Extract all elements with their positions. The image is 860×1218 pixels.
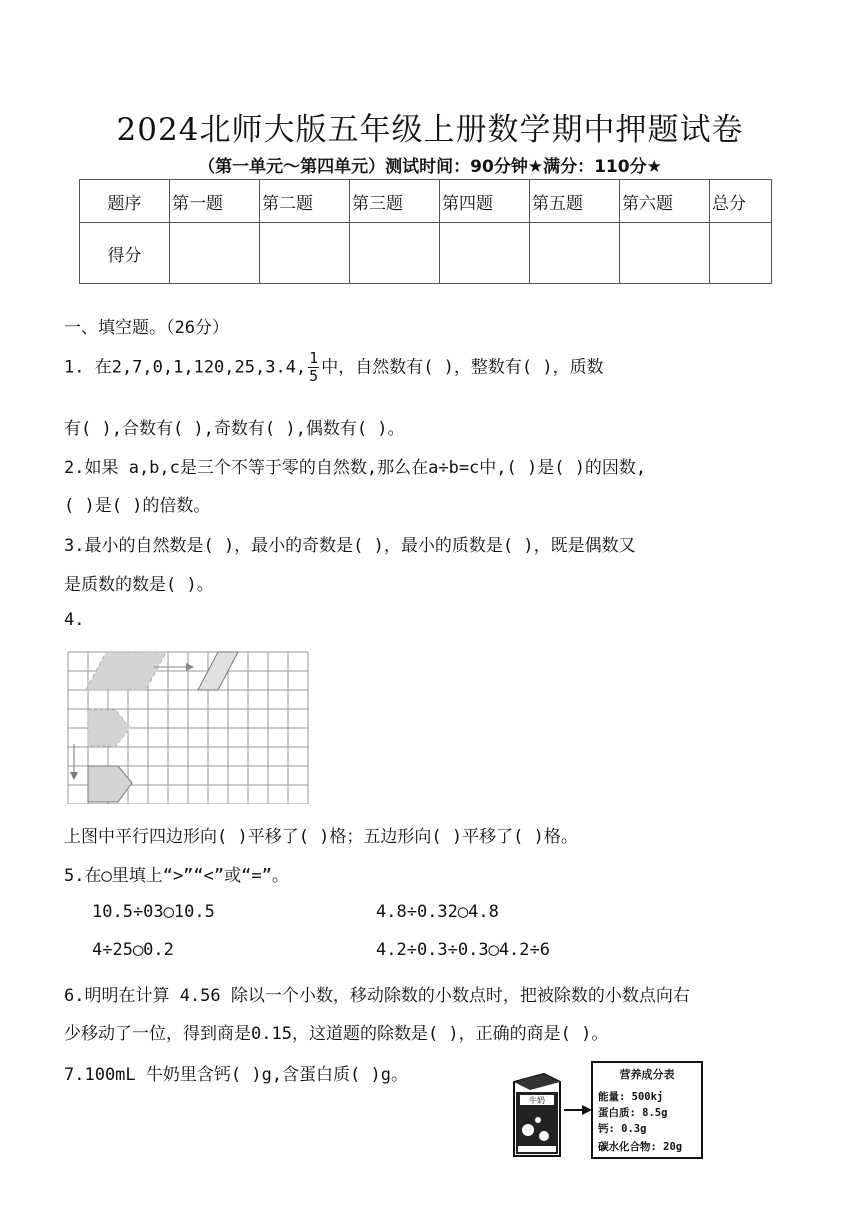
nutrition-title: 营养成分表 [619, 1068, 675, 1081]
question-1-prefix: 1. 在2,7,0,1,120,25,3.4, [64, 357, 307, 378]
milk-nutrition-illustration [508, 1060, 708, 1164]
compare-item: 4.8÷0.32◯4.8 [376, 902, 499, 922]
arrow-head [582, 1105, 592, 1115]
question-2-line-1: 2.如果 a,b,c是三个不等于零的自然数,那么在a÷b=c中,( )是( )的因数, [64, 458, 647, 478]
score-header-cell: 总分 [710, 180, 772, 223]
milk-carton-icon [514, 1074, 560, 1156]
moved-pentagon [88, 766, 132, 802]
original-pentagon [88, 710, 130, 746]
question-1-suffix: 中，自然数有( )，整数有( )，质数 [321, 357, 604, 378]
question-5-text: 5.在◯里填上“>”“<”或“=”。 [64, 866, 289, 886]
score-input-cell[interactable] [350, 223, 440, 284]
score-input-cell[interactable] [260, 223, 350, 284]
question-1-line-2: 有( ),合数有( ),奇数有( ),偶数有( )。 [64, 419, 405, 439]
question-3-line-2: 是质数的数是( )。 [64, 575, 214, 595]
compare-item: 4÷25◯0.2 [92, 940, 174, 960]
nutrition-row: 碳水化合物: 20g [598, 1141, 683, 1153]
score-header-cell: 第二题 [260, 180, 350, 223]
question-4-label: 4. [64, 610, 85, 630]
carton-label: 牛奶 [529, 1096, 545, 1105]
nutrition-row: 能量: 500kj [598, 1091, 664, 1103]
score-row-label: 得分 [80, 223, 170, 284]
score-table [79, 179, 772, 284]
question-6-line-1: 6.明明在计算 4.56 除以一个小数，移动除数的小数点时，把被除数的小数点向右 [64, 986, 690, 1006]
question-3-line-1: 3.最小的自然数是( )，最小的奇数是( )，最小的质数是( )，既是偶数又 [64, 536, 636, 556]
score-header-cell: 第六题 [620, 180, 710, 223]
score-header-cell: 第五题 [530, 180, 620, 223]
arrow-down-head [70, 772, 78, 780]
exam-subtitle: （第一单元～第四单元）测试时间：90分钟★满分：110分★ [198, 157, 662, 177]
question-6-line-2: 少移动了一位，得到商是0.15，这道题的除数是( )，正确的商是( )。 [64, 1024, 609, 1044]
fraction-numerator: 1 [309, 349, 319, 367]
score-input-cell[interactable] [170, 223, 260, 284]
question-1 [64, 350, 604, 385]
score-header-cell: 第四题 [440, 180, 530, 223]
compare-item: 10.5÷03◯10.5 [92, 902, 215, 922]
fraction-one-fifth [308, 350, 319, 385]
score-table-header-row [80, 180, 772, 223]
question-4-text: 上图中平行四边形向( )平移了( )格；五边形向( )平移了( )格。 [64, 827, 578, 847]
nutrition-row: 蛋白质: 8.5g [598, 1107, 668, 1119]
score-input-cell[interactable] [620, 223, 710, 284]
original-parallelogram [86, 652, 166, 690]
score-input-cell[interactable] [710, 223, 772, 284]
arrow-right-head [186, 663, 194, 671]
score-header-cell: 第三题 [350, 180, 440, 223]
question-2-line-2: ( )是( )的倍数。 [64, 496, 211, 516]
page-title: 2024北师大版五年级上册数学期中押题试卷 [116, 112, 744, 148]
fraction-denominator: 5 [309, 367, 319, 385]
score-input-cell[interactable] [440, 223, 530, 284]
compare-item: 4.2÷0.3÷0.3◯4.2÷6 [376, 940, 550, 960]
score-header-cell: 第一题 [170, 180, 260, 223]
translation-grid-figure [66, 650, 310, 804]
score-table-score-row [80, 223, 772, 284]
nutrition-row: 钙: 0.3g [598, 1123, 647, 1135]
score-header-cell: 题序 [80, 180, 170, 223]
question-7-text: 7.100mL 牛奶里含钙( )g,含蛋白质( )g。 [64, 1065, 408, 1085]
score-input-cell[interactable] [530, 223, 620, 284]
section-heading: 一、填空题。（26分） [64, 318, 229, 338]
